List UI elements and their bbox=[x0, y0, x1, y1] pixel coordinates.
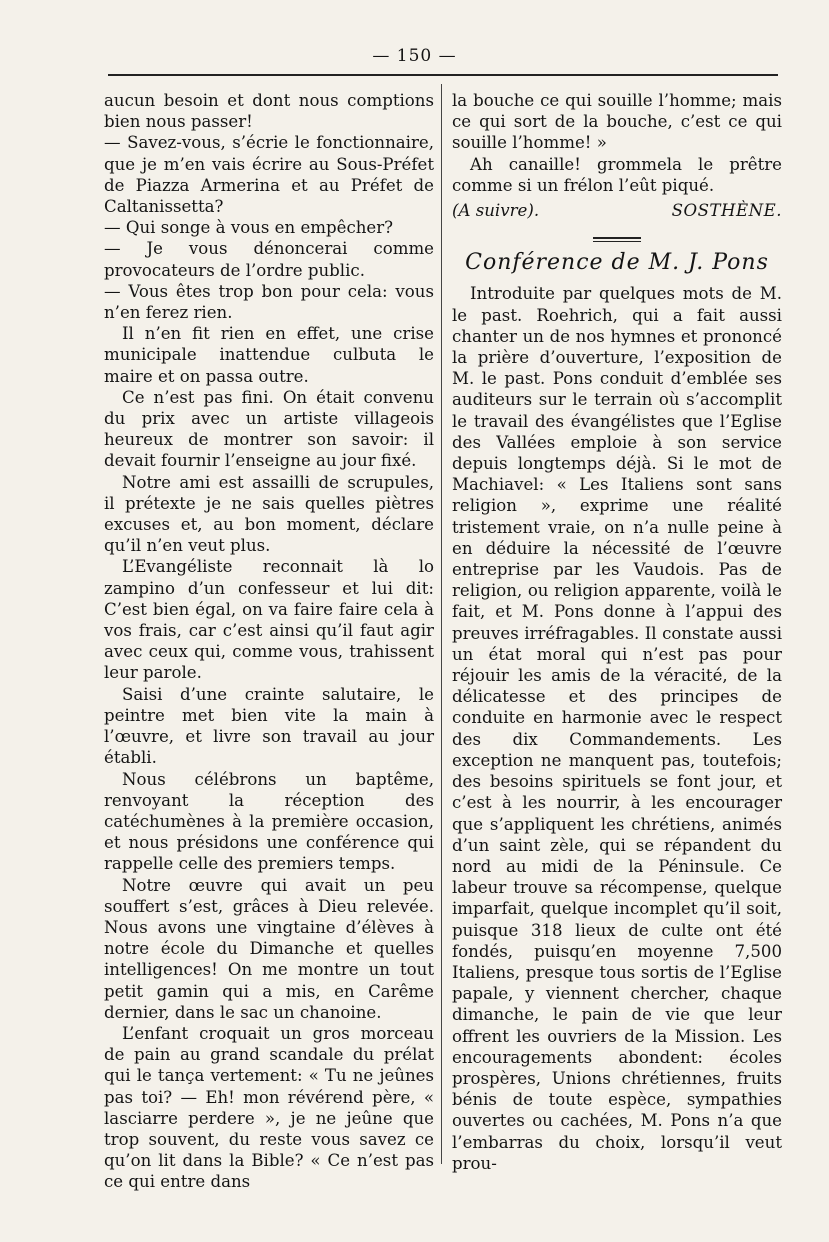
paragraph: — Savez-vous, s’écrie le fonctionnaire, que je m’en vais écrire au Sous-Préfet de Piazza Armerina et au Préfet de Caltanissetta? bbox=[104, 133, 434, 217]
paragraph: L’Evangéliste reconnait là lo zampino d’un confesseur et lui dit: C’est bien égal, on va faire faire cela à vos frais, car c’est ainsi qu’il faut agir avec ceux qui, comme vous, trahissent leur parole. bbox=[104, 557, 434, 683]
paragraph: — Vous êtes trop bon pour cela: vous n’en ferez rien. bbox=[104, 281, 434, 323]
header-rule bbox=[108, 74, 778, 76]
left-column bbox=[104, 90, 434, 1193]
paragraph: L’enfant croquait un gros morceau de pain au grand scandale du prélat qui le tança vertement: « Tu ne jeûnes pas toi? — Eh! mon révérend père, « lasciarre perdere », je ne jeûne que trop souvent, du reste vous savez ce qu’on lit dans la Bible? « Ce n’est pas ce qui entre dans bbox=[104, 1023, 434, 1192]
signature-line bbox=[452, 200, 782, 221]
section-divider-ornament bbox=[593, 237, 641, 242]
paragraph: Notre œuvre qui avait un peu souffert s’est, grâces à Dieu relevée. Nous avons une vingtaine d’élèves à notre école du Dimanche et quelles intelligences! On me montre un tout petit gamin qui a mis, en Carême dernier, dans le sac un chanoine. bbox=[104, 875, 434, 1022]
paragraph: Nous célébrons un baptême, renvoyant la réception des catéchumènes à la première occasion, et nous présidons une conférence qui rappelle celle des premiers temps. bbox=[104, 769, 434, 874]
author-signature: SOSTHÈNE. bbox=[671, 201, 782, 221]
paragraph: la bouche ce qui souille l’homme; mais ce qui sort de la bouche, c’est ce qui souille l’homme! » bbox=[452, 91, 782, 153]
paragraph: Ah canaille! grommela le prêtre comme si un frélon l’eût piqué. bbox=[452, 154, 782, 195]
paragraph: aucun besoin et dont nous comptions bien nous passer! bbox=[104, 91, 434, 132]
paragraph: Notre ami est assailli de scrupules, il prétexte je ne sais quelles piètres excuses et, au bon moment, déclare qu’il n’en veut plus. bbox=[104, 472, 434, 556]
section-heading: Conférence de M. J. Pons bbox=[465, 250, 769, 276]
paragraph: Il n’en fit rien en effet, une crise municipale inattendue culbuta le maire et on passa outre. bbox=[104, 324, 434, 386]
paragraph: Ce n’est pas fini. On était convenu du prix avec un artiste villageois heureux de montrer son savoir: il devait fournir l’enseigne au jour fixé. bbox=[104, 387, 434, 471]
paragraph: — Qui songe à vous en empêcher? bbox=[104, 218, 394, 238]
right-column bbox=[452, 90, 782, 1174]
to-be-continued: (A suivre). bbox=[452, 201, 540, 221]
page-number: — 150 — bbox=[372, 46, 457, 66]
paragraph: — Je vous dénoncerai comme provocateurs de l’ordre public. bbox=[104, 239, 434, 280]
column-divider bbox=[441, 84, 442, 1164]
paragraph: Saisi d’une crainte salutaire, le peintre met bien vite la main à l’œuvre, et livre son travail au jour établi. bbox=[104, 684, 434, 768]
paragraph: Introduite par quelques mots de M. le past. Roehrich, qui a fait aussi chanter un de nos hymnes et prononcé la prière d’ouverture, l’exposition de M. le past. Pons conduit d’emblée ses auditeurs sur le terrain où s’accomplit le travail des évangélistes que l’Eglise des Vallées emploie à son service depuis longtemps déjà. Si le mot de Machiavel: « Les Italiens sont sans religion », exprime une réalité tristement vraie, on n’a nulle peine à en déduire la nécessité de l’œuvre entreprise par les Vaudois. Pas de religion, ou religion apparente, voilà le fait, et M. Pons donne à l’appui des preuves irréfragables. Il constate aussi un état moral qui n’est pas pour réjouir les amis de la véracité, de la délicatesse et des principes de conduite en harmonie avec le respect des dix Commandements. Les exception ne manquent pas, toutefois; des besoins spirituels se font jour, et c’est à les nourrir, à les encourager que s’appliquent les chrétiens, animés d’un saint zèle, qui se répandent du nord au midi de la Péninsule. Ce labeur trouve sa récompense, quelque imparfait, quelque incomplet qu’il soit, puisque 318 lieux de culte ont été fondés, puisqu’en moyenne 7,500 Italiens, presque tous sortis de l’Eglise papale, y viennent chercher, chaque dimanche, le pain de vie que leur offrent les ouvriers de la Mission. Les encouragements abondent: écoles prospères, Unions chrétiennes, fruits bénis de toute espèce, sympathies ouvertes ou cachées, M. Pons n’a que l’embarras du choix, lorsqu’il veut prou- bbox=[452, 284, 782, 1173]
